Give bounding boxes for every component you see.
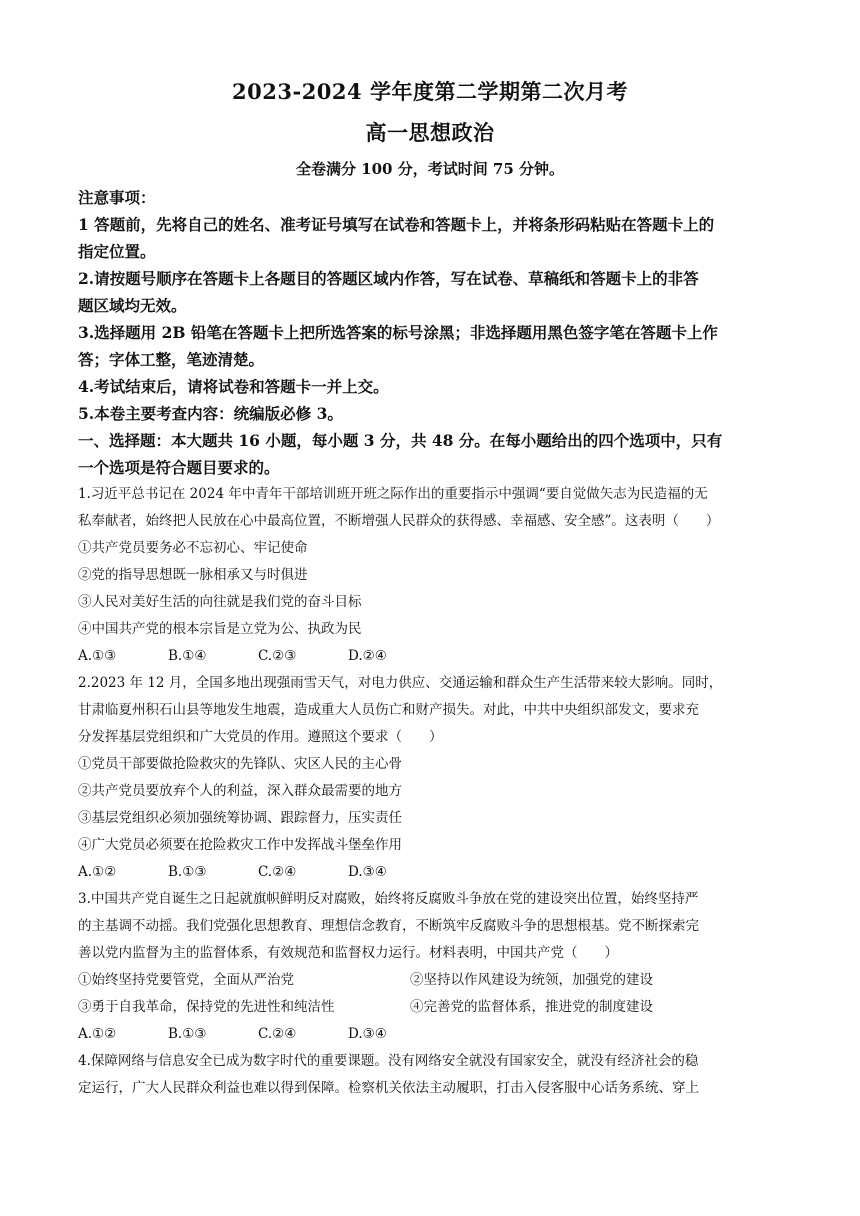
- choice-d: D.③④: [348, 1026, 387, 1042]
- subject-title: 高一思想政治: [365, 120, 495, 145]
- q1-stem: 1.习近平总书记在 2024 年中青年干部培训班开班之际作出的重要指示中强调“要自觉做矢志为民造福的无: [78, 486, 708, 502]
- q4-stem: 定运行，广大人民群众利益也难以得到保障。检察机关依法主动履职，打击入侵客服中心话务系统、穿上: [78, 1080, 699, 1096]
- choice-a: A.①②: [78, 864, 117, 880]
- notice-line: 1 答题前，先将自己的姓名、准考证号填写在试卷和答题卡上，并将条形码粘贴在答题卡上的: [78, 215, 715, 234]
- q3-stem: 的主基调不动摇。我们党强化思想教育、理想信念教育，不断筑牢反腐败斗争的思想根基。党不断探索完: [78, 918, 699, 934]
- q1-choices: [78, 643, 788, 670]
- notice-line: 3.选择题用 2B 铅笔在答题卡上把所选答案的标号涂黑；非选择题用黑色签字笔在答题卡上作: [78, 323, 718, 342]
- q1-item: ④中国共产党的根本宗旨是立党为公、执政为民: [78, 621, 362, 637]
- choice-b: B.①④: [168, 648, 207, 664]
- q3-stem: 善以党内监督为主的监督体系，有效规范和监督权力运行。材料表明，中国共产党（ ）: [78, 945, 618, 961]
- q2-choices: [78, 859, 788, 886]
- q2-item: ③基层党组织必须加强统筹协调、跟踪督力，压实责任: [78, 810, 402, 826]
- choice-b: B.①③: [168, 864, 207, 880]
- choice-b: B.①③: [168, 1026, 207, 1042]
- q2-stem: 分发挥基层党组织和广大党员的作用。遵照这个要求（ ）: [78, 729, 443, 745]
- q3-choices: [78, 1021, 788, 1048]
- q3-item: ④完善党的监督体系，推进党的制度建设: [410, 999, 653, 1015]
- notice-line: 答；字体工整，笔迹清楚。: [78, 350, 265, 369]
- choice-c: C.②④: [258, 1026, 297, 1042]
- q1-item: ②党的指导思想既一脉相承又与时俱进: [78, 567, 308, 583]
- choice-c: C.②③: [258, 648, 297, 664]
- q3-item: ②坚持以作风建设为统领，加强党的建设: [410, 972, 653, 988]
- choice-d: D.②④: [348, 648, 387, 664]
- notice-heading: 注意事项：: [78, 188, 156, 207]
- choice-d: D.③④: [348, 864, 387, 880]
- notice-line: 2.请按题号顺序在答题卡上各题目的答题区域内作答，写在试卷、草稿纸和答题卡上的非答: [78, 269, 699, 288]
- q1-item: ①共产党员要务必不忘初心、牢记使命: [78, 540, 308, 556]
- exam-meta: 全卷满分 100 分，考试时间 75 分钟。: [295, 160, 565, 178]
- section-heading: 一、选择题：本大题共 16 小题，每小题 3 分，共 48 分。在每小题给出的四个选项中，只有: [78, 431, 723, 450]
- choice-a: A.①③: [78, 648, 117, 664]
- exam-title: 2023-2024 学年度第二学期第二次月考: [232, 79, 628, 104]
- q2-item: ①党员干部要做抢险救灾的先锋队、灾区人民的主心骨: [78, 756, 402, 772]
- q2-item: ④广大党员必须要在抢险救灾工作中发挥战斗堡垒作用: [78, 837, 402, 853]
- notice-line: 指定位置。: [78, 242, 156, 261]
- q2-stem: 2.2023 年 12 月，全国多地出现强雨雪天气，对电力供应、交通运输和群众生产生活带来较大影响。同时，: [78, 675, 723, 691]
- q2-item: ②共产党员要放弃个人的利益，深入群众最需要的地方: [78, 783, 402, 799]
- q2-stem: 甘肃临夏州积石山县等地发生地震，造成重大人员伤亡和财产损失。对此，中共中央组织部发文，要求充: [78, 702, 699, 718]
- notice-line: 题区域均无效。: [78, 296, 187, 315]
- q3-item: ③勇于自我革命，保持党的先进性和纯洁性: [78, 999, 335, 1015]
- q3-stem: 3.中国共产党自诞生之日起就旗帜鲜明反对腐败，始终将反腐败斗争放在党的建设突出位置，始终坚持严: [78, 891, 699, 907]
- section-heading: 一个选项是符合题目要求的。: [78, 458, 280, 477]
- choice-a: A.①②: [78, 1026, 117, 1042]
- choice-c: C.②④: [258, 864, 297, 880]
- q4-stem: 4.保障网络与信息安全已成为数字时代的重要课题。没有网络安全就没有国家安全，就没有经济社会的稳: [78, 1053, 699, 1069]
- notice-line: 5.本卷主要考查内容：统编版必修 3。: [78, 404, 343, 423]
- q1-item: ③人民对美好生活的向往就是我们党的奋斗目标: [78, 594, 362, 610]
- q3-item: ①始终坚持党要管党，全面从严治党: [78, 972, 294, 988]
- notice-line: 4.考试结束后，请将试卷和答题卡一并上交。: [78, 377, 389, 396]
- q1-stem: 私奉献者，始终把人民放在心中最高位置，不断增强人民群众的获得感、幸福感、安全感”。这表明（ ）: [78, 513, 720, 529]
